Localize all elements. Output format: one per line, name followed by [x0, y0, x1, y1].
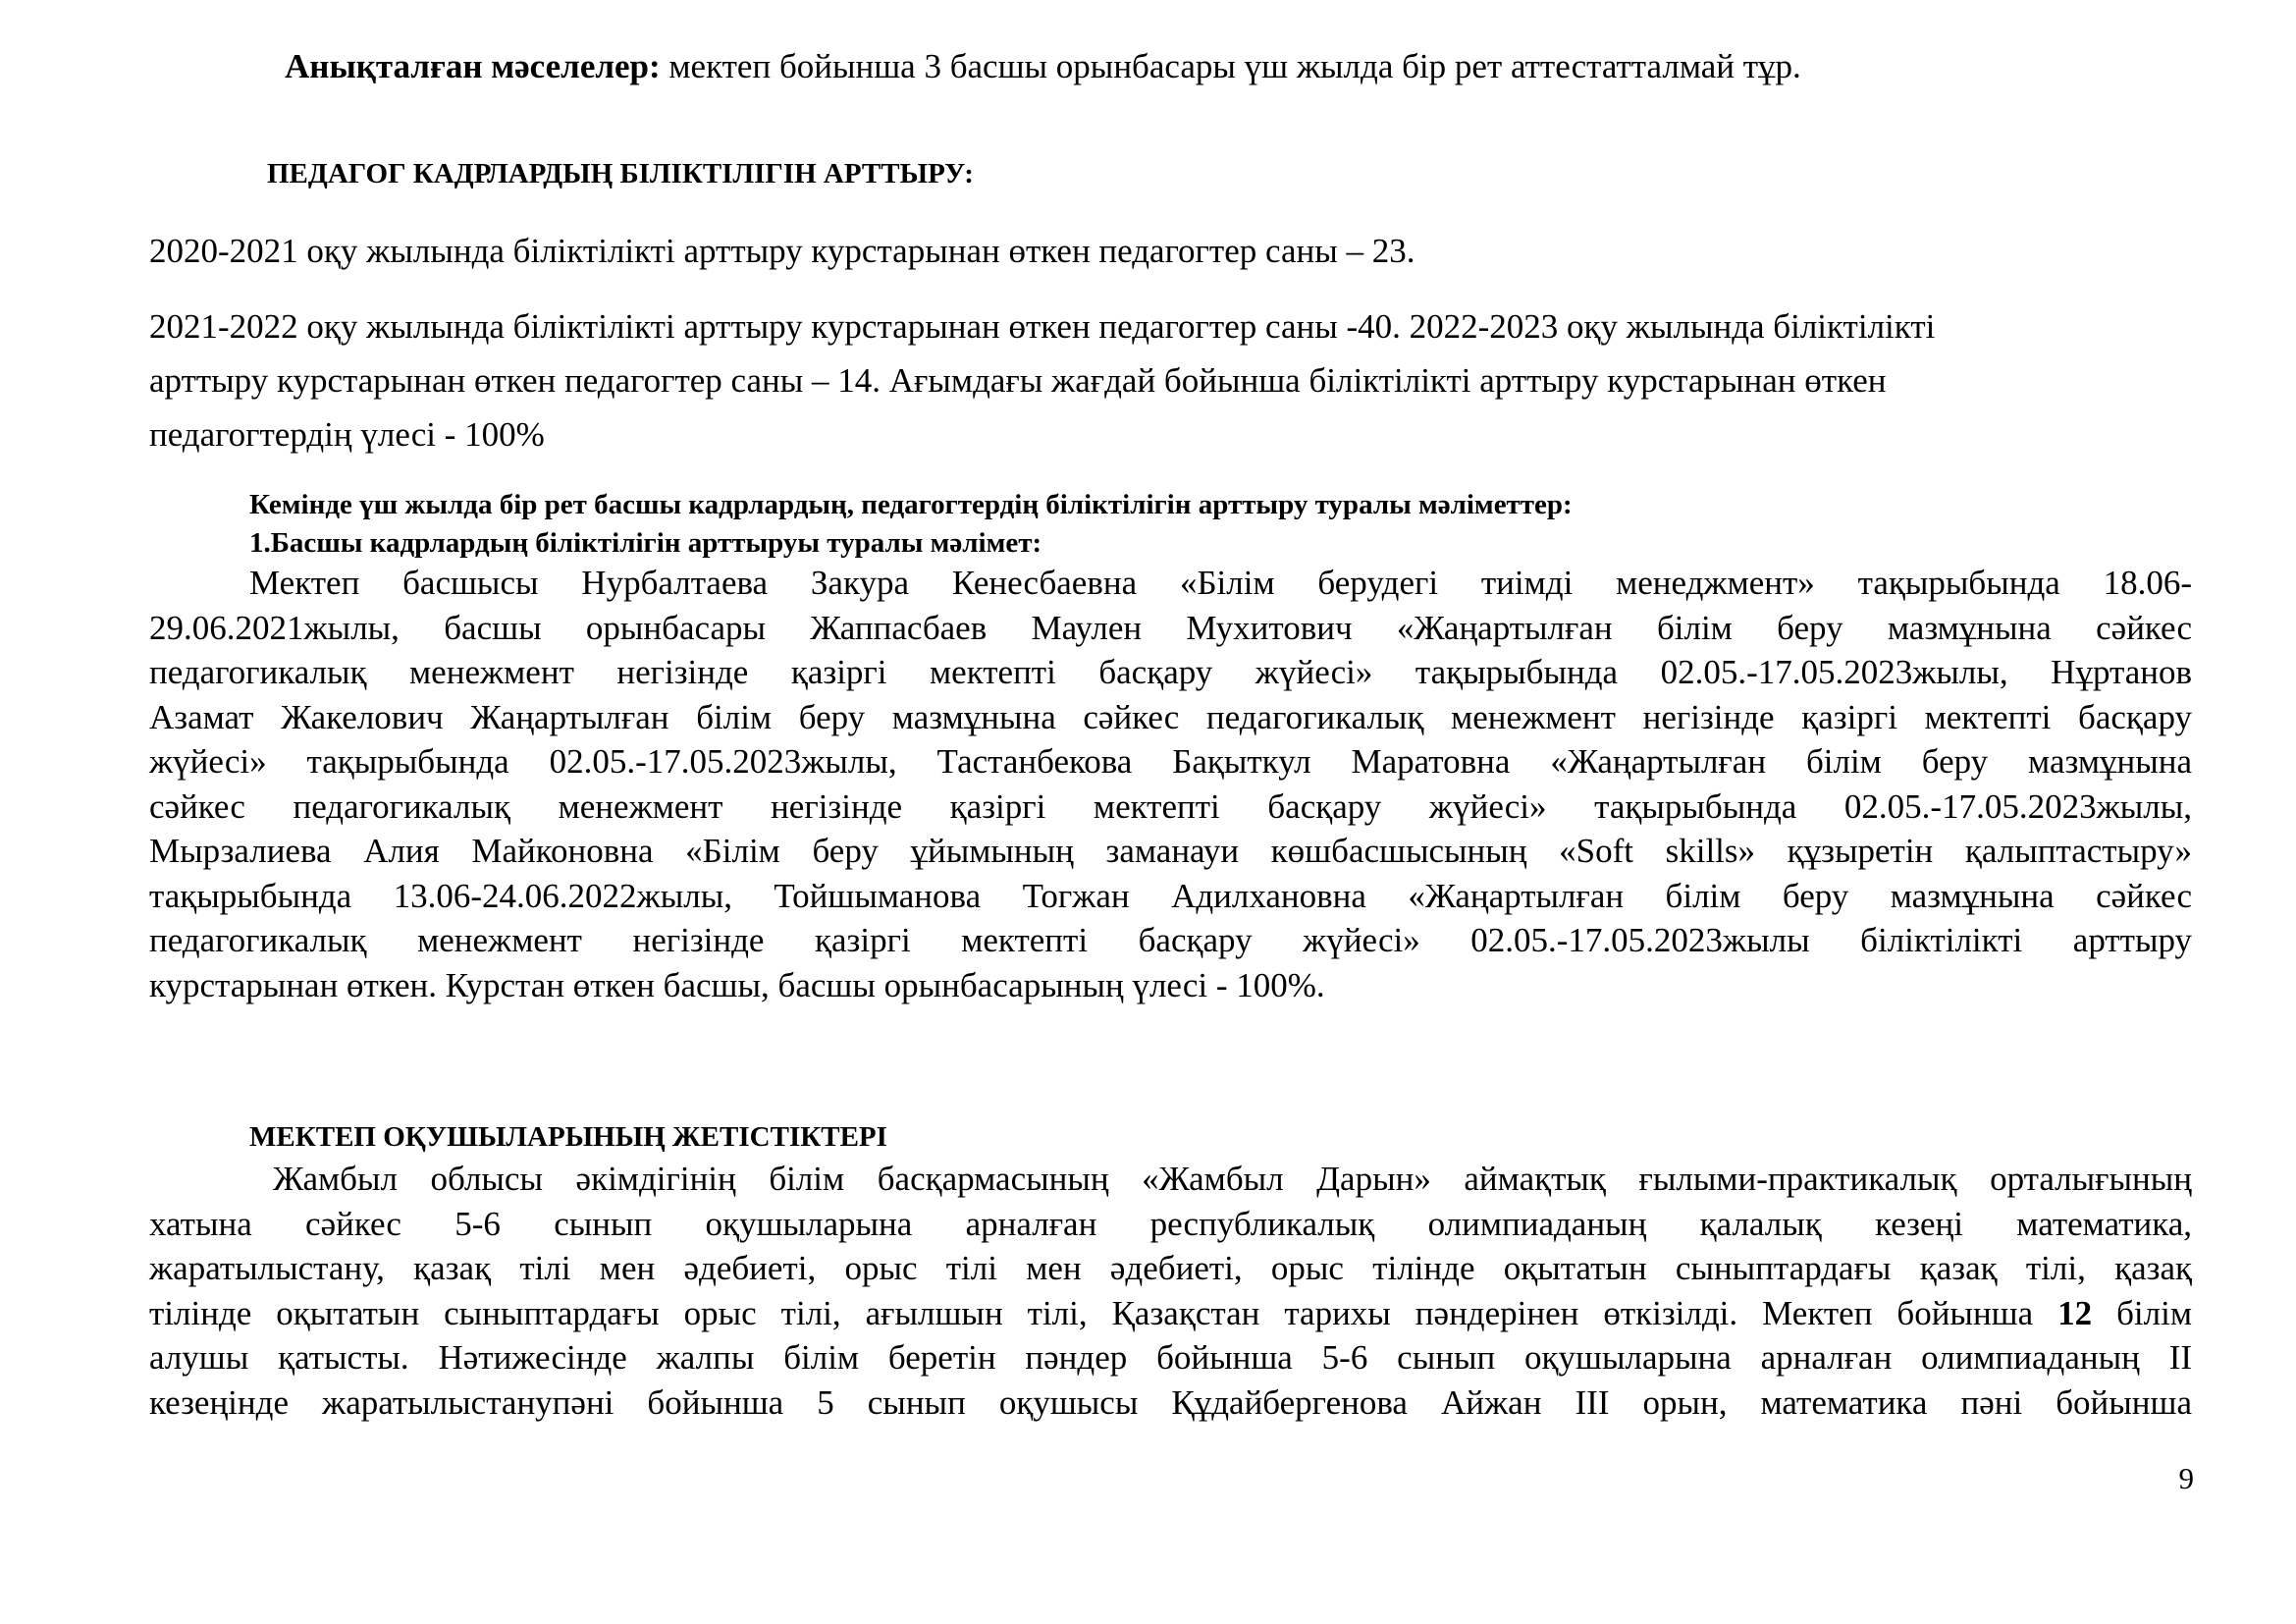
- leaders-line-6: сәйкес педагогикалық менежмент негізінде қазіргі мектепті басқару жүйесі» тақырыбында 02.05.-17.05.2023жылы,: [149, 787, 2192, 826]
- leaders-line-7: Мырзалиева Алия Майконовна «Білім беру ұйымының заманауи көшбасшысының «Soft skills» құзыретін қалыптастыру»: [149, 832, 2192, 870]
- page-number: 9: [2178, 1461, 2194, 1495]
- pedagog-2021-line-2: арттыру курстарынан өткен педагогтер саны – 14. Ағымдағы жағдай бойынша біліктілікті арттыру курстарынан өткен: [149, 361, 1887, 400]
- issues-label: Анықталған мәселелер:: [285, 47, 661, 85]
- leaders-line-10: курстарынан өткен. Курстан өткен басшы, басшы орынбасарының үлесі - 100%.: [149, 966, 1325, 1004]
- leaders-line-4: Азамат Жакелович Жаңартылған білім беру мазмұнына сәйкес педагогикалық менежмент негізінде қазіргі мектепті басқару: [149, 698, 2192, 736]
- issues-line: [285, 49, 1801, 83]
- students-line-2: хатына сәйкес 5-6 сынып оқушыларына арналған республикалық олимпиаданың қалалық кезеңі математика,: [149, 1205, 2192, 1243]
- pedagog-2020-line: 2020-2021 оқу жылында біліктілікті арттыру курстарынан өткен педагогтер саны – 23.: [149, 232, 1415, 270]
- students-count: 12: [2057, 1294, 2093, 1332]
- leaders-heading-1: Кемінде үш жылда бір рет басшы кадрлардың, педагогтердің біліктілігін арттыру туралы мәліметтер:: [249, 489, 1573, 520]
- students-line-4-tail: білім: [2092, 1294, 2192, 1332]
- students-line-3: жаратылыстану, қазақ тілі мен әдебиеті, орыс тілі мен әдебиеті, орыс тілінде оқытатын сыныптардағы қазақ тілі, қазақ: [149, 1249, 2192, 1287]
- leaders-line-1: Мектеп басшысы Нурбалтаева Закура Кенесбаевна «Білім берудегі тиімді менеджмент» тақырыбында 18.06-: [249, 564, 2192, 602]
- pedagog-section-heading: ПЕДАГОГ КАДРЛАРДЫҢ БІЛІКТІЛІГІН АРТТЫРУ:: [267, 158, 974, 189]
- students-line-5: алушы қатысты. Нәтижесінде жалпы білім беретін пәндер бойынша 5-6 сынып оқушыларына арналған олимпиаданың ІІ: [149, 1338, 2192, 1377]
- students-heading: МЕКТЕП ОҚУШЫЛАРЫНЫҢ ЖЕТІСТІКТЕРІ: [249, 1121, 887, 1153]
- leaders-line-5: жүйесі» тақырыбында 02.05.-17.05.2023жылы, Тастанбекова Бақыткул Маратовна «Жаңартылған білім беру мазмұнына: [149, 742, 2192, 781]
- pedagog-2021-line-1: 2021-2022 оқу жылында біліктілікті арттыру курстарынан өткен педагогтер саны -40. 2022-2023 оқу жылында біліктілікті: [149, 307, 1936, 346]
- students-line-6: кезеңінде жаратылыстанупәні бойынша 5 сынып оқушысы Құдайбергенова Айжан ІІІ орын, математика пәні бойынша: [149, 1383, 2192, 1422]
- issues-text: мектеп бойынша 3 басшы орынбасары үш жылда бір рет аттестатталмай тұр.: [660, 47, 1801, 85]
- students-line-4-text: тілінде оқытатын сыныптардағы орыс тілі, ағылшын тілі, Қазақстан тарихы пәндерінен өткізілді. Мектеп бойынша: [149, 1294, 2058, 1332]
- leaders-line-8: тақырыбында 13.06-24.06.2022жылы, Тойшыманова Тогжан Адилхановна «Жаңартылған білім беру мазмұнына сәйкес: [149, 877, 2192, 915]
- students-line-1: Жамбыл облысы әкімдігінің білім басқармасының «Жамбыл Дарын» аймақтық ғылыми-практикалық орталығының: [273, 1160, 2192, 1198]
- pedagog-2021-line-3: педагогтердің үлесі - 100%: [149, 415, 545, 454]
- leaders-line-3: педагогикалық менежмент негізінде қазіргі мектепті басқару жүйесі» тақырыбында 02.05.-17.05.2023жылы, Нұртанов: [149, 653, 2192, 691]
- students-line-4: [149, 1296, 2192, 1330]
- leaders-line-9: педагогикалық менежмент негізінде қазіргі мектепті басқару жүйесі» 02.05.-17.05.2023жылы біліктілікті арттыру: [149, 921, 2192, 959]
- leaders-line-2: 29.06.2021жылы, басшы орынбасары Жаппасбаев Маулен Мухитович «Жаңартылған білім беру мазмұнына сәйкес: [149, 609, 2192, 647]
- leaders-heading-2: 1.Басшы кадрлардың біліктілігін арттыруы туралы мәлімет:: [249, 527, 1042, 559]
